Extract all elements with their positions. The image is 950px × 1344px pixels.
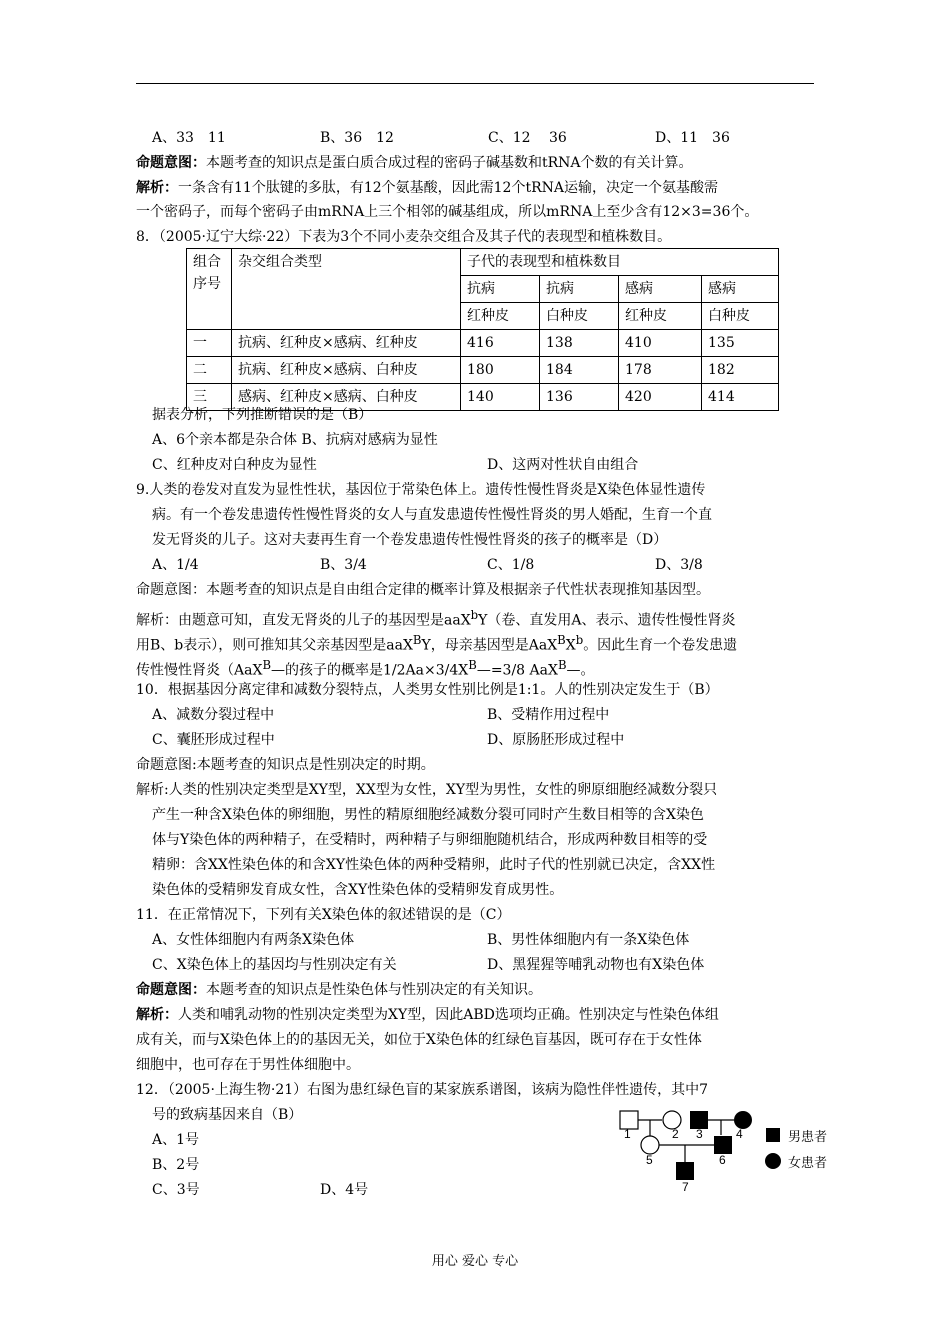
q8-table [186,248,779,411]
q7-analysis-text: 一条含有11个肽键的多肽，有12个氨基酸，因此需12个tRNA运输，决定一个氨基酸需 [178,180,718,196]
q7-analysis-2: 一个密码子，而每个密码子由mRNA上三个相邻的碱基组成，所以mRNA上至少含有12×3=36个。 [136,204,759,220]
q8-option-d: D、这两对性状自由组合 [487,457,639,473]
q12-option-d: D、4号 [320,1182,369,1198]
row-value: 414 [702,384,779,411]
q12-option-b: B、2号 [152,1157,200,1173]
pedigree-male-affected [676,1162,694,1180]
legend-male-icon [766,1128,780,1142]
q12-stem-1: 12．（2005·上海生物·21）右图为患红绿色盲的某家族系谱图，该病为隐性伴性遗传，其中7 [136,1082,709,1098]
q9-a2-mid2: X [565,637,576,654]
th-sub-2b: 白种皮 [540,303,619,330]
row-value: 184 [540,357,619,384]
legend-male-label: 男患者 [788,1130,828,1145]
q11-intent-text: 本题考查的知识点是性染色体与性别决定的有关知识。 [206,982,542,998]
pedigree-label: 5 [646,1153,653,1167]
pedigree-label: 2 [672,1127,679,1141]
q9-a2-sup1: B [412,633,422,647]
q10-option-a: A、减数分裂过程中 [152,707,275,723]
q11-analysis-label: 解析： [136,1007,178,1023]
row-id: 一 [187,330,232,357]
q9-a2-sup2: B [557,633,566,647]
q9-intent: 命题意图：本题考查的知识点是自由组合定律的概率计算及根据亲子代性状表现推知基因型。 [136,582,710,598]
row-cross: 感病、红种皮×感病、白种皮 [232,384,461,411]
th-offspring: 子代的表现型和植株数目 [461,249,779,276]
legend-female-label: 女患者 [788,1156,828,1171]
q9-a3-mid2: —=3/8 AaX [476,662,558,679]
th-sub-4b: 白种皮 [702,303,779,330]
row-value: 420 [619,384,702,411]
pedigree-label: 7 [682,1180,689,1194]
q9-a2-mid: Y，母亲基因型是AaX [421,637,558,654]
table-row [187,330,779,357]
q7-option-a: A、33 11 [152,130,226,146]
page-footer: 用心 爱心 专心 [431,1254,519,1269]
row-value: 416 [461,330,540,357]
q9-a2-post: 。因此生育一个卷发患遗 [583,637,738,654]
q9-a1-post: Y（卷、直发用A、表示、遗传性慢性肾炎 [478,612,736,629]
q8-question: 据表分析，下列推断错误的是（B） [152,407,373,423]
q9-analysis-1 [136,605,736,631]
q12-option-a: A、1号 [152,1132,200,1148]
row-value: 410 [619,330,702,357]
q10-analysis-1: 解析:人类的性别决定类型是XY型，XX型为女性，XY型为男性，女性的卵原细胞经减数分裂只 [136,782,718,798]
q10-stem: 10．根据基因分离定律和减数分裂特点，人类男女性别比例是1:1。人的性别决定发生于（B） [136,682,719,698]
header-rule [136,83,814,84]
q7-intent [136,153,693,173]
q8-option-c: C、红种皮对白种皮为显性 [152,457,317,473]
q10-analysis-2: 产生一种含X染色体的卵细胞，男性的精原细胞经减数分裂可同时产生数目相等的含X染色 [152,807,704,823]
q10-analysis-4: 精卵：含XX性染色体的和含XY性染色体的两种受精卵，此时子代的性别就已决定，含XX性 [152,857,716,873]
q9-a1-pre: 解析：由题意可知，直发无肾炎的儿子的基因型是aaX [136,612,471,629]
q9-stem-1: 9.人类的卷发对直发为显性性状，基因位于常染色体上。遗传性慢性肾炎是X染色体显性遗传 [136,482,706,498]
pedigree-male-affected [714,1136,732,1154]
th-sub-2a: 抗病 [540,276,619,303]
q7-analysis-label: 解析： [136,180,178,196]
q9-a3-sup2: B [468,658,477,672]
q9-a3-sup1: B [262,658,272,672]
q11-option-c: C、X染色体上的基因均与性别决定有关 [152,957,397,973]
q9-option-c: C、1/8 [487,557,535,573]
q10-option-c: C、囊胚形成过程中 [152,732,275,748]
q11-analysis-text: 人类和哺乳动物的性别决定类型为XY型，因此ABD选项均正确。性别决定与性染色体组 [178,1007,719,1023]
legend-female-icon [765,1153,781,1169]
q9-a3-sup3: B [557,658,567,672]
th-group-line2: 序号 [193,276,221,292]
th-sub-4a: 感病 [702,276,779,303]
q9-a3-mid: —的孩子的概率是1/2Aa×3/4X [271,662,469,679]
q9-option-b: B、3/4 [320,557,367,573]
pedigree-label: 3 [696,1127,703,1141]
q10-analysis-5: 染色体的受精卵发育成女性，含XY性染色体的受精卵发育成男性。 [152,882,564,898]
q7-intent-label: 命题意图： [136,155,206,171]
row-value: 140 [461,384,540,411]
row-value: 135 [702,330,779,357]
row-value: 182 [702,357,779,384]
q7-option-b: B、36 12 [320,130,394,146]
q7-intent-text: 本题考查的知识点是蛋白质合成过程的密码子碱基数和tRNA个数的有关计算。 [206,155,693,171]
row-value: 180 [461,357,540,384]
q10-option-b: B、受精作用过程中 [487,707,610,723]
q9-analysis-2 [136,630,737,656]
q9-a3-post: —。 [566,662,595,679]
q11-intent-label: 命题意图： [136,982,206,998]
row-value: 178 [619,357,702,384]
q10-analysis-3: 体与Y染色体的两种精子，在受精时，两种精子与卵细胞随机结合，形成两种数目相等的受 [152,832,708,848]
row-value: 136 [540,384,619,411]
q10-option-d: D、原肠胚形成过程中 [487,732,625,748]
q8-option-ab: A、6个亲本都是杂合体 B、抗病对感病为显性 [152,432,438,448]
q9-a1-sup: b [470,608,479,622]
q11-analysis-3: 细胞中，也可存在于男性体细胞中。 [136,1057,360,1073]
th-cross: 杂交组合类型 [232,249,461,330]
q10-intent: 命题意图:本题考查的知识点是性别决定的时期。 [136,757,435,773]
row-id: 二 [187,357,232,384]
row-id: 三 [187,384,232,411]
th-sub-3b: 红种皮 [619,303,702,330]
pedigree-diagram [610,1100,760,1195]
row-value: 138 [540,330,619,357]
q9-stem-2: 病。有一个卷发患遗传性慢性肾炎的女人与直发患遗传性慢性肾炎的男人婚配，生育一个直 [152,507,712,523]
q11-stem: 11．在正常情况下，下列有关X染色体的叙述错误的是（C） [136,907,511,923]
q9-a2-pre: 用B、b表示），则可推知其父亲基因型是aaX [136,637,413,654]
q7-analysis-1 [136,178,718,198]
pedigree-label: 1 [624,1127,631,1141]
table-row [187,357,779,384]
q11-option-d: D、黑猩猩等哺乳动物也有X染色体 [487,957,705,973]
row-cross: 抗病、红种皮×感病、白种皮 [232,357,461,384]
row-cross: 抗病、红种皮×感病、红种皮 [232,330,461,357]
q9-option-d: D、3/8 [655,557,703,573]
q11-option-a: A、女性体细胞内有两条X染色体 [152,932,355,948]
th-sub-1a: 抗病 [461,276,540,303]
q11-analysis-2: 成有关，而与X染色体上的的基因无关，如位于X染色体的红绿色盲基因，既可存在于女性体 [136,1032,702,1048]
th-group-line1: 组合 [193,254,221,270]
q11-intent [136,980,542,1000]
q11-option-b: B、男性体细胞内有一条X染色体 [487,932,690,948]
th-sub-1b: 红种皮 [461,303,540,330]
q7-option-d: D、11 36 [655,130,730,146]
th-group [187,249,232,330]
q8-stem: 8．（2005·辽宁大综·22）下表为3个不同小麦杂交组合及其子代的表现型和植株数目。 [136,229,672,245]
q9-a2-sup3: b [575,633,584,647]
q9-a3-pre: 传性慢性肾炎（AaX [136,662,263,679]
q7-option-c: C、12 36 [488,130,567,146]
q12-option-c: C、3号 [152,1182,200,1198]
pedigree-label: 6 [719,1153,726,1167]
q12-stem-2: 号的致病基因来自（B） [152,1107,303,1123]
q9-option-a: A、1/4 [152,557,199,573]
q9-analysis-3 [136,655,595,681]
pedigree-female-normal [641,1136,659,1154]
q11-analysis-1 [136,1005,719,1025]
th-sub-3a: 感病 [619,276,702,303]
q9-stem-3: 发无肾炎的儿子。这对夫妻再生育一个卷发患遗传性慢性肾炎的孩子的概率是（D） [152,532,668,548]
pedigree-label: 4 [736,1127,743,1141]
